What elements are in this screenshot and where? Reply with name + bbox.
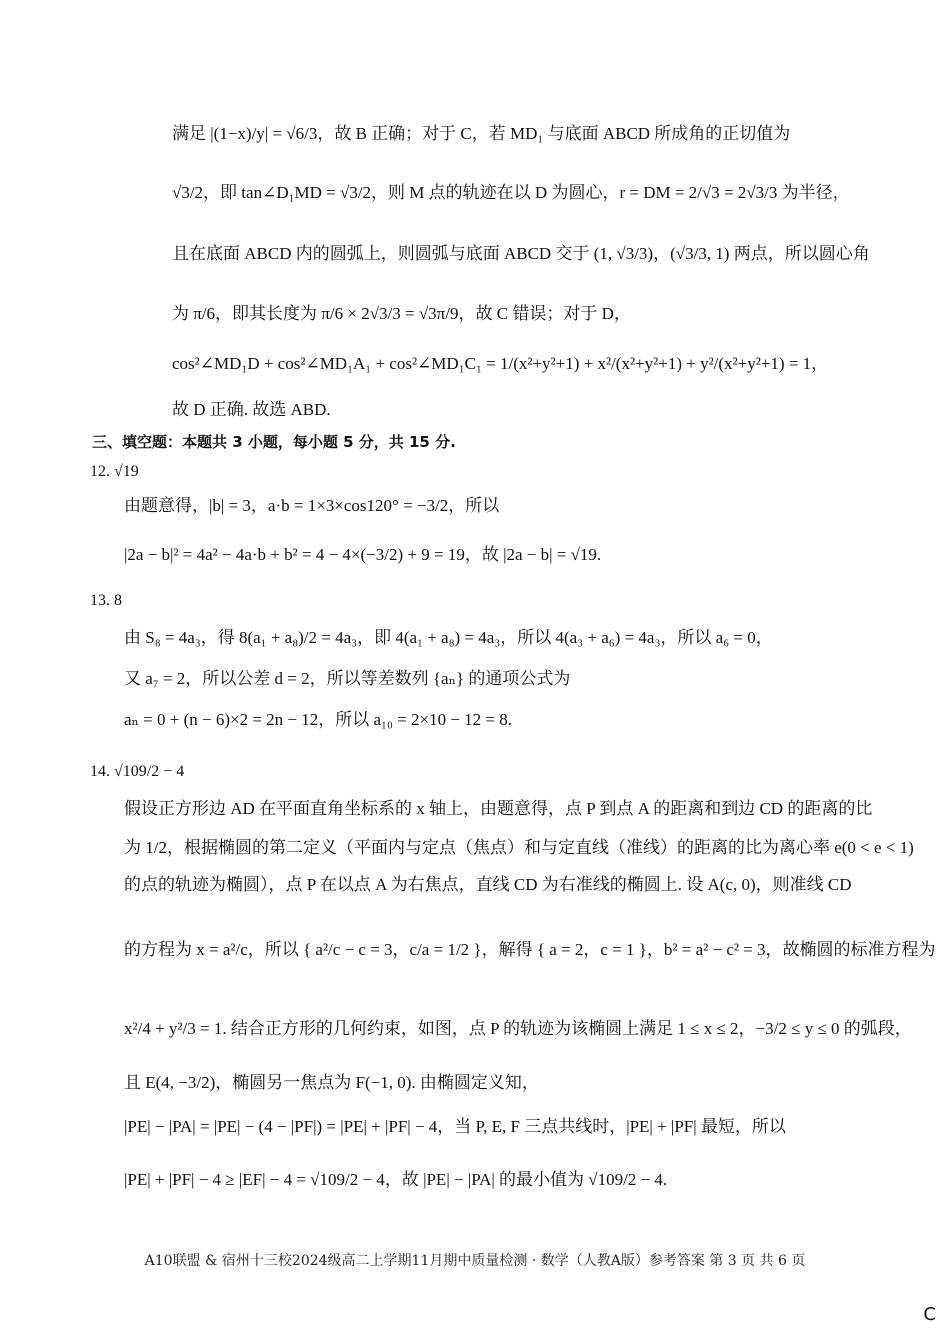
answer-label: 12. √19 — [90, 463, 139, 480]
answer-label: 13. 8 — [90, 592, 122, 609]
text-line: 假设正方形边 AD 在平面直角坐标系的 x 轴上，由题意得，点 P 到点 A 的距离和到边 CD 的距离的比 — [124, 799, 873, 818]
text-line: cos²∠MD₁D + cos²∠MD₁A₁ + cos²∠MD₁C₁ = 1/(x²+y²+1) + x²/(x²+y²+1) + y²/(x²+y²+1) = 1， — [172, 354, 829, 373]
text-line: 为 1/2，根据椭圆的第二定义（平面内与定点（焦点）和与定直线（准线）的距离的比为离心率 e(0 < e < 1) — [124, 838, 914, 857]
text-line: 由 S₈ = 4a₃，得 8(a₁ + a₈)/2 = 4a₃，即 4(a₁ + a₈) = 4a₃，所以 4(a₃ + a₆) = 4a₃，所以 a₆ = 0， — [124, 628, 773, 647]
text-line: 且在底面 ABCD 内的圆弧上，则圆弧与底面 ABCD 交于 (1, √3/3)，(√3/3, 1) 两点，所以圆心角 — [172, 244, 870, 263]
text-line: aₙ = 0 + (n − 6)×2 = 2n − 12，所以 a₁₀ = 2×10 − 12 = 8. — [124, 710, 512, 729]
text-line: |2a − b|² = 4a² − 4a·b + b² = 4 − 4×(−3/2) + 9 = 19，故 |2a − b| = √19. — [124, 545, 602, 564]
text-line: |PE| − |PA| = |PE| − (4 − |PF|) = |PE| + |PF| − 4，当 P, E, F 三点共线时，|PE| + |PF| 最短，所以 — [124, 1117, 786, 1136]
text-line: 的点的轨迹为椭圆），点 P 在以点 A 为右焦点，直线 CD 为右准线的椭圆上. 设 A(c, 0)，则准线 CD — [124, 875, 852, 894]
text-line: 且 E(4, −3/2)，椭圆另一焦点为 F(−1, 0). 由椭圆定义知， — [124, 1073, 539, 1092]
text-line: 又 a₇ = 2，所以公差 d = 2，所以等差数列 {aₙ} 的通项公式为 — [124, 669, 571, 688]
page-footer: A10联盟 & 宿州十三校2024级高二上学期11月期中质量检测 · 数学（人教A版）参考答案 第 3 页 共 6 页 — [144, 1253, 806, 1269]
text-line: 的方程为 x = a²/c，所以 { a²/c − c = 3，c/a = 1/2 }，解得 { a = 2，c = 1 }，b² = a² − c² = 3，故椭圆的标准方程为 — [124, 940, 936, 959]
text-line: x²/4 + y²/3 = 1. 结合正方形的几何约束，如图，点 P 的轨迹为该椭圆上满足 1 ≤ x ≤ 2，−3/2 ≤ y ≤ 0 的弧段， — [124, 1019, 912, 1038]
text-line: 满足 |(1−x)/y| = √6/3，故 B 正确；对于 C，若 MD₁ 与底面 ABCD 所成角的正切值为 — [172, 124, 791, 143]
text-line: 为 π/6，即其长度为 π/6 × 2√3/3 = √3π/9，故 C 错误；对于 D， — [172, 304, 631, 323]
answer-label: 14. √109/2 − 4 — [90, 763, 185, 780]
text-line: |PE| + |PF| − 4 ≥ |EF| − 4 = √109/2 − 4，故 |PE| − |PA| 的最小值为 √109/2 − 4. — [124, 1170, 668, 1189]
text-line: 由题意得，|b| = 3，a·b = 1×3×cos120° = −3/2，所以 — [124, 496, 500, 515]
text-line: √3/2，即 tan∠D₁MD = √3/2，则 M 点的轨迹在以 D 为圆心，r = DM = 2/√3 = 2√3/3 为半径， — [172, 183, 850, 202]
section-title: 三、填空题：本题共 3 小题，每小题 5 分，共 15 分. — [92, 433, 456, 451]
text-line: 故 D 正确. 故选 ABD. — [172, 400, 331, 419]
corner-mark: C — [923, 1304, 936, 1325]
